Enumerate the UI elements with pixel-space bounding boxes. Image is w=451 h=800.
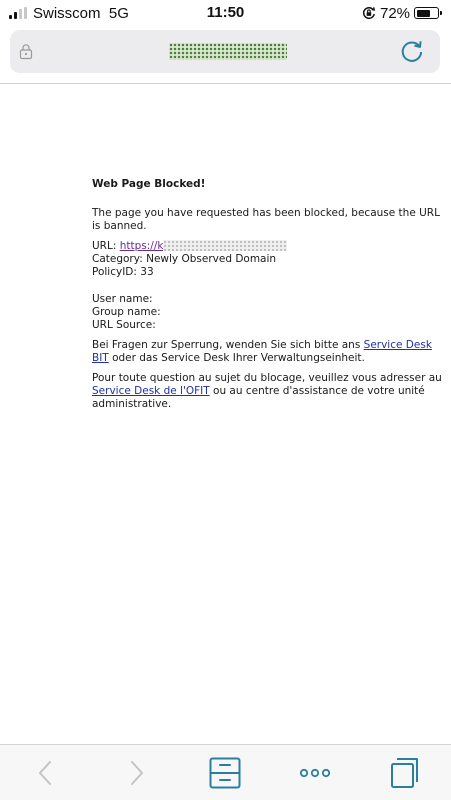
back-button[interactable] — [30, 757, 62, 789]
service-desk-bit-link[interactable]: Service Desk BIT — [92, 339, 432, 364]
browser-toolbar — [0, 744, 451, 800]
blocked-url-link[interactable]: https://k — [119, 240, 164, 252]
category-line — [92, 253, 444, 266]
page-title: Web Page Blocked! — [92, 178, 206, 190]
blocked-message: The page you have requested has been blocked, because the URL is banned. — [92, 207, 440, 232]
french-contact-text: Pour toute question au sujet du blocage, veuillez vous adresser au Service Desk de l'OFIT ou au centre d'assistance de votre unité administrative. — [92, 372, 442, 410]
status-bar — [0, 0, 451, 26]
forward-button[interactable] — [120, 757, 152, 789]
policy-label: PolicyID: — [92, 266, 137, 278]
reload-icon[interactable] — [398, 37, 426, 65]
user-name-label: User name: — [92, 293, 153, 305]
carrier-label: Swisscom 5G — [33, 5, 129, 22]
orientation-lock-icon — [362, 6, 376, 20]
german-contact-text: Bei Fragen zur Sperrung, wenden Sie sich bitte ans Service Desk BIT oder das Service Desk Ihrer Verwaltungseinheit. — [92, 339, 432, 364]
category-value: Newly Observed Domain — [146, 253, 277, 265]
battery-percentage: 72% — [380, 5, 411, 22]
more-dots-icon — [299, 757, 331, 789]
tabs-icon — [389, 757, 421, 789]
status-time: 11:50 — [206, 4, 245, 21]
service-desk-ofit-link[interactable]: Service Desk de l'OFIT — [92, 385, 210, 397]
redacted-url-part — [163, 240, 287, 251]
chevron-left-icon — [30, 757, 62, 789]
bookmarks-icon — [209, 757, 241, 789]
blocked-page-content — [92, 178, 444, 411]
url-line — [92, 240, 444, 253]
lock-icon — [18, 43, 34, 60]
toolbar-separator — [0, 83, 451, 84]
url-text-redacted[interactable] — [169, 43, 287, 60]
policy-line — [92, 266, 444, 279]
network-type: 5G — [108, 5, 129, 22]
tabs-button[interactable] — [389, 757, 421, 789]
bookmarks-button[interactable] — [209, 757, 241, 789]
url-label: URL: — [92, 240, 117, 252]
group-name-label: Group name: — [92, 306, 161, 318]
policy-value: 33 — [140, 266, 154, 278]
address-bar[interactable] — [10, 30, 440, 73]
battery-icon — [414, 7, 439, 19]
category-label: Category: — [92, 253, 143, 265]
url-source-label: URL Source: — [92, 319, 156, 331]
chevron-right-icon — [120, 757, 152, 789]
more-button[interactable] — [299, 757, 331, 789]
